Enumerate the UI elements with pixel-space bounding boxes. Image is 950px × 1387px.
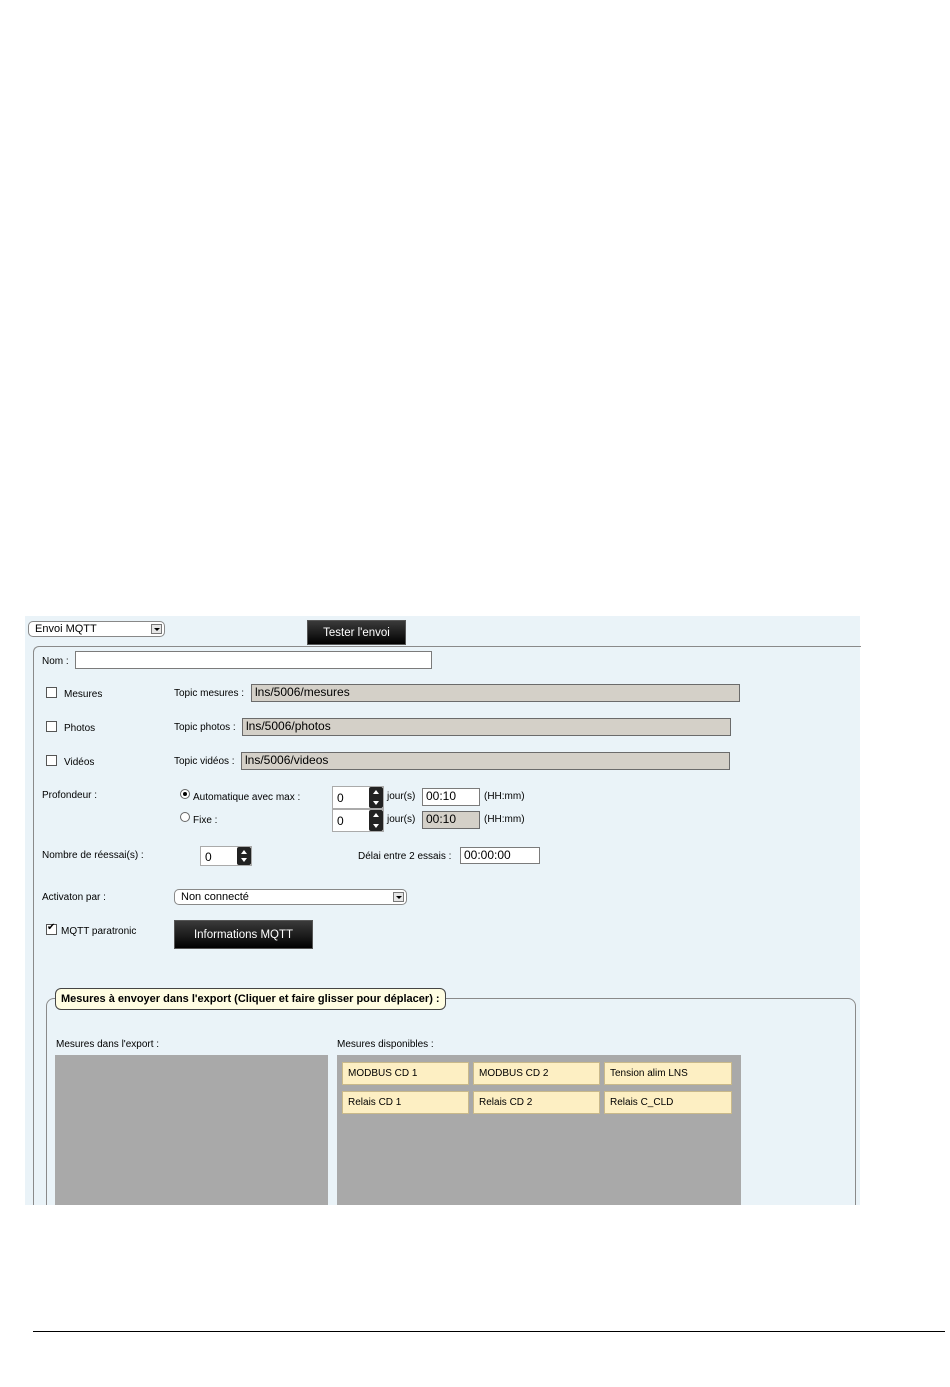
topic-mesures-input[interactable]: lns/5006/mesures	[251, 684, 740, 702]
mqtt-paratronic-label: MQTT paratronic	[61, 926, 137, 937]
retries-stepper[interactable]	[200, 846, 252, 866]
page-bottom-blank	[0, 1205, 950, 1387]
topic-videos-input[interactable]: lns/5006/videos	[241, 752, 730, 770]
footer-rule	[33, 1331, 945, 1332]
profondeur-auto-days-stepper[interactable]	[332, 786, 384, 809]
nom-input[interactable]	[75, 651, 432, 669]
photos-checkbox-label: Photos	[64, 723, 96, 734]
test-send-button[interactable]: Tester l'envoi	[307, 620, 406, 645]
profondeur-auto-radio[interactable]	[180, 789, 190, 799]
profondeur-auto-time-input[interactable]: 00:10	[422, 788, 480, 806]
videos-checkbox-label: Vidéos	[64, 757, 95, 768]
profondeur-fixe-radio[interactable]	[180, 812, 190, 822]
spinner-arrows-icon[interactable]	[369, 810, 383, 831]
export-group-legend: Mesures à envoyer dans l'export (Cliquer et faire glisser pour déplacer) :	[55, 988, 446, 1010]
delay-label: Délai entre 2 essais :	[358, 851, 452, 862]
mesures-checkbox-label: Mesures	[64, 689, 103, 700]
measure-chip[interactable]: Relais C_CLD	[604, 1091, 732, 1114]
mqtt-info-button[interactable]: Informations MQTT	[174, 920, 313, 949]
send-mode-select[interactable]	[28, 621, 165, 637]
in-export-dropzone[interactable]	[55, 1055, 328, 1215]
retries-label: Nombre de réessai(s) :	[42, 850, 144, 861]
profondeur-auto-label: Automatique avec max :	[193, 792, 301, 803]
chevron-down-icon	[393, 892, 404, 902]
mqtt-paratronic-checkbox[interactable]	[46, 924, 57, 935]
spinner-arrows-icon[interactable]	[237, 847, 251, 865]
mesures-checkbox[interactable]	[46, 687, 57, 698]
time-format-label: (HH:mm)	[484, 814, 525, 825]
chevron-down-icon	[151, 624, 162, 634]
topic-photos-label: Topic photos :	[174, 722, 236, 733]
measure-chip[interactable]: MODBUS CD 1	[342, 1062, 469, 1085]
profondeur-fixe-days-stepper[interactable]	[332, 809, 384, 832]
delay-input[interactable]: 00:00:00	[460, 847, 540, 864]
profondeur-fixe-time-input[interactable]: 00:10	[422, 811, 480, 829]
measure-chip[interactable]: Relais CD 2	[473, 1091, 600, 1114]
retries-value: 0	[205, 850, 212, 864]
topic-videos-label: Topic vidéos :	[174, 756, 235, 767]
activation-value: Non connecté	[181, 891, 249, 903]
time-format-label: (HH:mm)	[484, 791, 525, 802]
activation-select[interactable]	[174, 889, 407, 905]
measure-chip[interactable]: MODBUS CD 2	[473, 1062, 600, 1085]
send-mode-value: Envoi MQTT	[35, 623, 97, 635]
topic-mesures-label: Topic mesures :	[174, 688, 245, 699]
profondeur-auto-days-value: 0	[337, 791, 344, 805]
available-label: Mesures disponibles :	[337, 1039, 434, 1050]
measure-chip[interactable]: Tension alim LNS	[604, 1062, 732, 1085]
nom-label: Nom :	[42, 656, 69, 667]
in-export-label: Mesures dans l'export :	[56, 1039, 160, 1050]
activation-label: Activaton par :	[42, 892, 106, 903]
days-unit-label: jour(s)	[387, 791, 416, 802]
profondeur-fixe-days-value: 0	[337, 814, 344, 828]
profondeur-fixe-label: Fixe :	[193, 815, 218, 826]
spinner-arrows-icon[interactable]	[369, 787, 383, 808]
profondeur-label: Profondeur :	[42, 790, 98, 801]
videos-checkbox[interactable]	[46, 755, 57, 766]
measure-chip[interactable]: Relais CD 1	[342, 1091, 469, 1114]
days-unit-label: jour(s)	[387, 814, 416, 825]
photos-checkbox[interactable]	[46, 721, 57, 732]
topic-photos-input[interactable]: lns/5006/photos	[242, 718, 731, 736]
